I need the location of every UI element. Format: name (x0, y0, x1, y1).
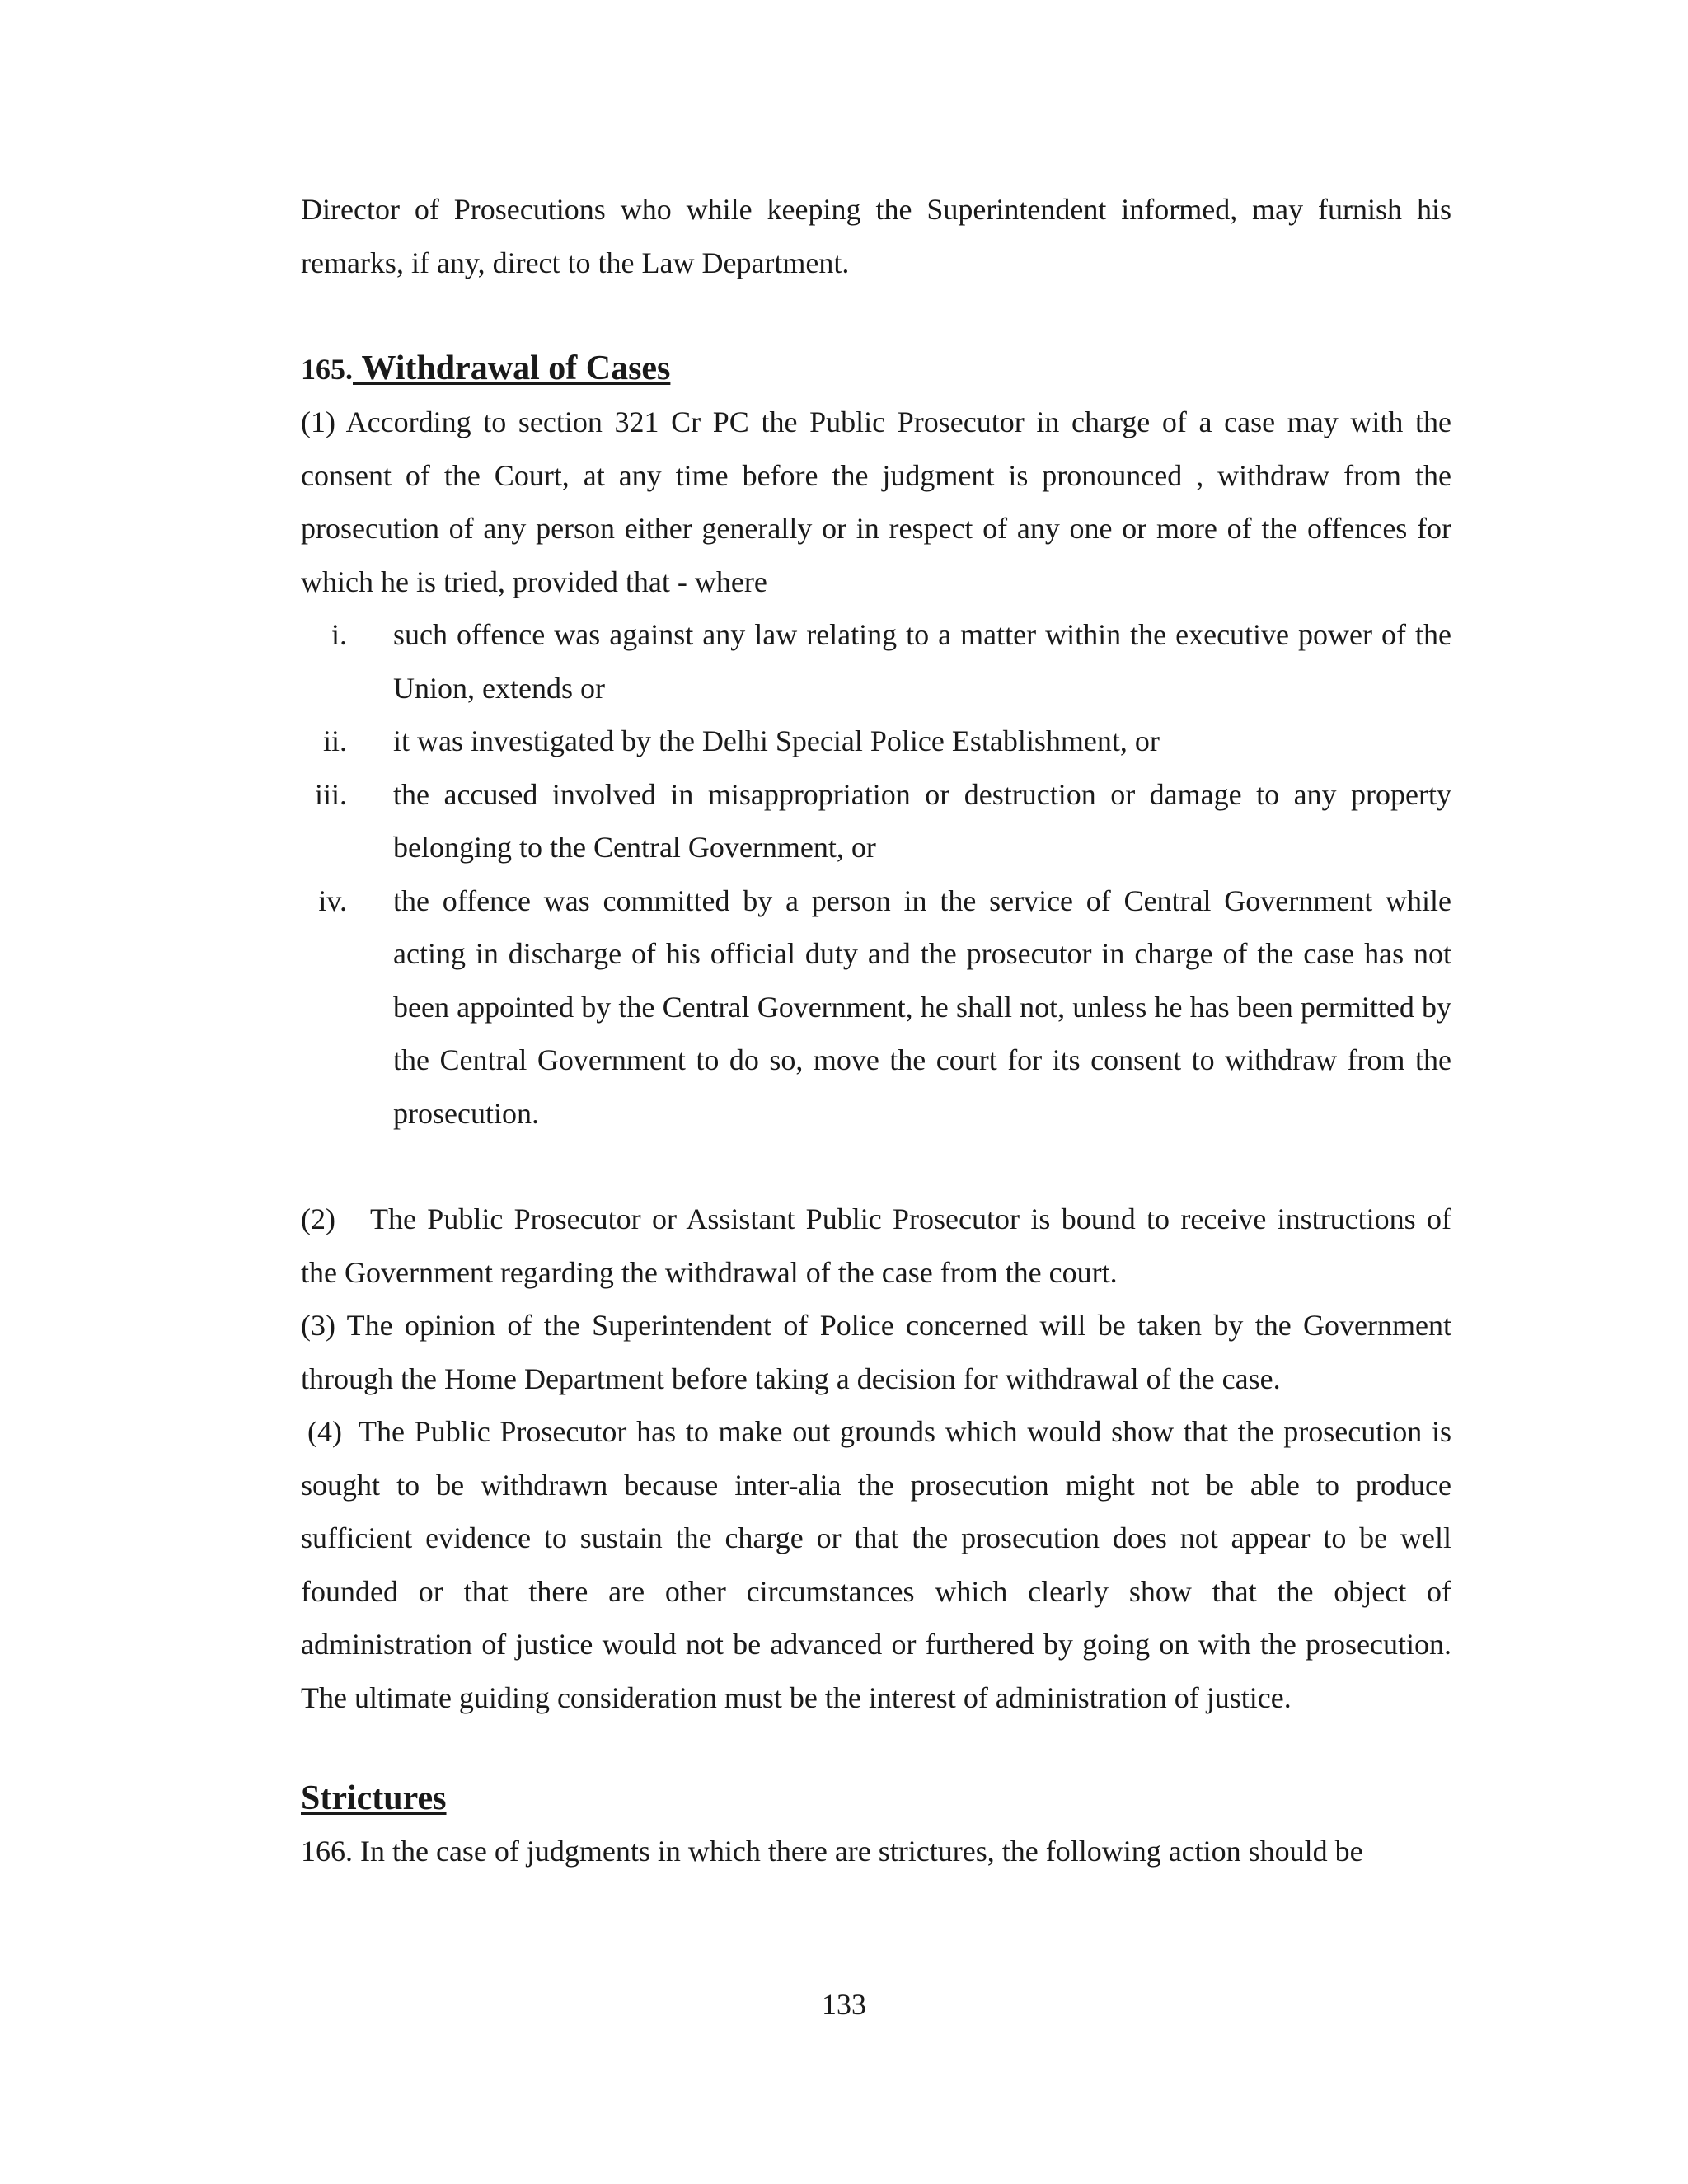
para-4-text: The Public Prosecutor has to make out grounds which would show that the prosecution is sought to be withdrawn because inter-alia the prosecution might not be able to produce sufficient evidence to sustain the charge or that the prosecution does not appear to be well founded or that there are other circumstances which clearly show that the object of administration of justice would not be advanced or furthered by going on with the prosecution. The ultimate guiding consideration must be the interest of administration of justice. (301, 1415, 1451, 1714)
list-item-text: the accused involved in misappropriation or destruction or damage to any property belonging to the Central Government, or (393, 777, 1451, 864)
list-item (301, 874, 1451, 1141)
section-165-heading (301, 342, 1451, 396)
list-marker: iii. (314, 777, 347, 811)
list-item-text: the offence was committed by a person in the service of Central Government while acting in discharge of his official duty and the prosecutor in charge of the case has not been appointed by the Central Government, he shall not, unless he has been permitted by the Central Government to do so, move the court for its consent to withdraw from the prosecution. (393, 883, 1451, 1130)
list-item (301, 715, 1451, 768)
section-166-paragraph: 166. In the case of judgments in which there are strictures, the following action should be (301, 1835, 1363, 1868)
list-item (301, 608, 1451, 715)
list-marker: iv. (318, 883, 347, 917)
section-165-para-3: (3) The opinion of the Superintendent of Police concerned will be taken by the Government through the Home Department before taking a decision for withdrawal of the case. (301, 1309, 1451, 1395)
section-165-para-2 (301, 1193, 1451, 1299)
list-marker: ii. (322, 724, 347, 757)
spacer (301, 1724, 1451, 1772)
strictures-heading: Strictures (301, 1779, 447, 1817)
section-165-title (353, 349, 670, 387)
list-item-text: it was investigated by the Delhi Special Police Establishment, or (393, 724, 1160, 757)
provision-list (301, 608, 1451, 1140)
page-number: 133 (822, 1988, 866, 2021)
list-item (301, 768, 1451, 874)
section-165-para-1: (1) According to section 321 Cr PC the Public Prosecutor in charge of a case may with the consent of the Court, at any time before the judgment is pronounced , withdraw from the prosecution of any person either generally or in respect of any one or more of the offences for which he is tried, provided that - where (301, 405, 1451, 598)
para-2-text: The Public Prosecutor or Assistant Public Prosecutor is bound to receive instructions of the Government regarding the withdrawal of the case from the court. (301, 1202, 1451, 1289)
document-page (301, 183, 1451, 1878)
section-165-number: 165. (301, 353, 353, 386)
para-2-number: (2) (301, 1202, 335, 1235)
intro-paragraph: Director of Prosecutions who while keeping the Superintendent informed, may furnish his remarks, if any, direct to the Law Department. (301, 193, 1451, 279)
list-marker: i. (331, 618, 347, 651)
spacer (301, 1140, 1451, 1193)
spacer (301, 289, 1451, 342)
para-4-number: (4) (307, 1415, 342, 1448)
section-165-title-text: Withdrawal of Cases (361, 349, 671, 387)
section-165-para-4 (301, 1405, 1451, 1724)
list-item-text: such offence was against any law relating to a matter within the executive power of the Union, extends or (393, 618, 1451, 705)
